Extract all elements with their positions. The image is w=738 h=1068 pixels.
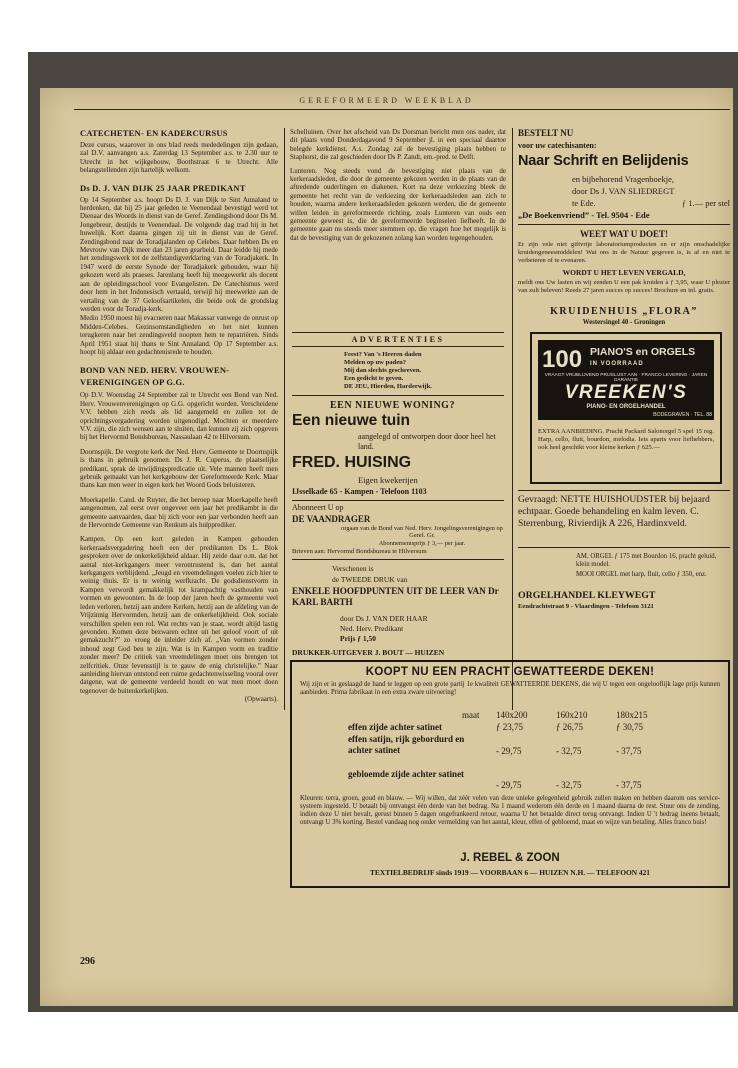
ad-address: Eendrachtstraat 9 - Vlaardingen - Telefoon 3121	[518, 603, 654, 610]
ad-text: voor uw catechisanten:	[518, 141, 597, 150]
rule	[292, 395, 504, 396]
price-cell: - 37,75	[616, 746, 642, 756]
price-cell: ƒ 23,75	[496, 722, 523, 732]
masthead: GEREFORMEERD WEEKBLAD	[299, 96, 474, 105]
ad-line: Mij dan slechts geschreven.	[344, 367, 422, 374]
ad-title: DE VAANDRAGER	[292, 514, 371, 524]
ad-text: Abonneert U op	[292, 503, 344, 512]
ad-address: „De Boekenvriend” - Tel. 9504 - Ede	[518, 210, 650, 220]
ad-line: Ned. Herv. Predikant	[340, 624, 404, 633]
rule	[292, 500, 504, 501]
ad-line: Melden op uw paden?	[344, 359, 407, 366]
price-cell: - 32,75	[556, 746, 582, 756]
column-1	[80, 128, 278, 704]
column-divider	[512, 128, 513, 710]
ad-title: Naar Schrift en Belijdenis	[518, 153, 689, 169]
article-title: BOND VAN NED. HERV. VROUWEN-VERENIGINGEN OP G.G.	[80, 365, 230, 388]
ad-line: Feest? Van 's Heeren daden	[344, 351, 422, 358]
ad-text: en bijbehorend Vragenboekje,	[572, 174, 675, 184]
ad-text	[340, 614, 504, 644]
column-2	[290, 128, 506, 242]
size-header: 140x200	[496, 710, 528, 720]
blanket-company: J. REBEL & ZOON	[460, 852, 560, 864]
ad-line: Abonnementsprijs ƒ 3,— per jaar.	[378, 539, 466, 547]
ad-line: Een gedicht te geven.	[344, 375, 404, 382]
piano-stock: IN VOORRAAD	[590, 361, 644, 367]
article-text: Op D.V. Woensdag 24 September zal te Utrecht een Bond van Ned. Herv. Vrouwenverenigingen op G.G. opgericht worden. Verscheidene V.V. hebben zich reeds als lid aangemeld en zullen tot de oprichtingsvergadering worden uitgenodigd. Mochten er meerdere V.V. zijn, die zich wensen aan te sluiten, dan kunnen zij zich opgeven bij het Hervormd Bondsbureau, Nassaulaan 42 te Hilversum.	[80, 391, 278, 442]
ad-text: Eigen kwekerijen	[358, 475, 418, 485]
blanket-intro: Wij zijn er in geslaagd de hand te leggen op een grote partij 1e kwaliteit GEWATTEERDE DEKENS, die wij U tegen een ongelooflijk lage prijs kunnen aanbieden. Prima fabrikaat in een extra zware uitvoering!	[300, 681, 720, 696]
rule	[292, 346, 504, 347]
size-header: 180x215	[616, 710, 648, 720]
ad-text	[340, 525, 504, 547]
article-text: Doornspijk. De vergrote kerk der Ned. Herv. Gemeente te Doornspijk is thans in gebruik genomen. Ds J. R. Cuperus, de plaatselijke predikant, sprak de inwijdingspredicatie uit. Vele mannen heeft men gebruik gemaakt van het kerkgebouw der Gereformeerde Kerk. Maar thans kan men weer in eigen kerk het Woord Gods beluisteren.	[80, 447, 278, 490]
blanket-row-label: effen satijn, rijk gebordurd en achter satinet	[348, 734, 465, 755]
ad-heading: BESTELT NU	[518, 128, 574, 138]
ad-title: ENKELE HOOFDPUNTEN UIT DE LEER VAN Dr KARL BARTH	[292, 586, 499, 607]
price-cell: ƒ 30,75	[616, 722, 643, 732]
ad-heading: WORDT U HET LEVEN VERGALD,	[562, 268, 686, 277]
page-number: 296	[80, 956, 95, 967]
ad-heading: WEET WAT U DOET!	[579, 229, 669, 239]
blanket-ad	[290, 660, 730, 888]
piano-sub: VRAAGT VRIJBLIJVEND PRIJSLIJST AAN · FRANCO LEVERING · JAREN GARANTIE	[544, 373, 708, 383]
article-source: (Opwaarts).	[244, 695, 278, 704]
ad-address: IJsselkade 65 - Kampen - Telefoon 1103	[292, 487, 427, 496]
article-title: CATECHETEN- EN KADERCURSUS	[80, 128, 228, 138]
price-cell: - 37,75	[616, 780, 642, 790]
piano-brand: VREEKEN'S	[564, 382, 688, 403]
blanket-title: KOOPT NU EEN PRACHT GEWATTEERDE DEKEN!	[365, 666, 655, 678]
article-text: Medio 1950 moest hij evacueren naar Makassar vanwege de onrust op Midden-Celebes. Gezinsomstandigheden en het niet kunnen terugkeren naar het zendingsveld noopten hem te repatriëren. Sinds April 1951 staat hij thans te Sint Annaland. Op 17 September a.s. hoopt hij aldaar een gedachtenisrede te houden.	[80, 314, 278, 356]
rule	[518, 547, 730, 548]
size-header: maat	[462, 710, 480, 720]
price-cell: ƒ 26,75	[556, 722, 583, 732]
ad-text: te Ede.	[572, 198, 596, 208]
blanket-footer: TEXTIELBEDRIJF sinds 1919 — VOORBAAN 6 — HUIZEN N.H. — TELEFOON 421	[370, 868, 650, 877]
ad-price: ƒ 1.— per stel	[681, 198, 730, 208]
ad-text: AM. ORGEL ƒ 175 met Bourdon 16, pracht geluid, klein model.	[576, 553, 717, 568]
piano-banner	[538, 340, 714, 420]
article-text: Deze cursus, waarover in ons blad reeds mededelingen zijn gedaan, zal D.V. aanvangen a.s. Zaterdag 13 September a.s. te 2.30 uur te Utrecht in het wijkgebouw, Boothstraat 6 te Utrecht. Alle belangstellenden zijn hartelijk welkom.	[80, 141, 278, 175]
ad-poem	[344, 351, 504, 391]
rule	[518, 224, 730, 225]
ad-text: Verschenen is	[332, 564, 374, 573]
ad-text: MOOI ORGEL met harp, fluit, cello ƒ 350, enz.	[576, 571, 707, 578]
piano-number: 100	[542, 346, 583, 373]
ad-text: EXTRA AANBIEDING. Pracht Packard Salonorgel 5 spel 15 reg. Harp, cello, fluit, bourdon, melodia. Iets aparts voor liefhebbers, ook heel geschikt voor kleine kerken ƒ 625.—	[538, 428, 714, 451]
article-text: Schelluinen. Over het afscheid van Ds Dorsman bericht men ons nader, dat dit plaats vond Donderdagavond 9 September jl. in een speciaal daartoe belegde kerkdienst. A.s. Zondag zal de bevestiging plaats hebben te Staphorst, die zal geschieden door Ds P. Zandt, em.-pred. te Delft.	[290, 128, 506, 162]
advertenties-header: ADVERTENTIES	[351, 335, 445, 344]
price-cell: - 29,75	[496, 746, 522, 756]
piano-tag: PIANO'S en ORGELS	[590, 346, 696, 358]
article-text: Lunteren. Nog steeds vond de bevestiging niet plaats van de kerkeraadsleden, die door de gemeente gekozen werden in de plaats van de aftredende ouderlingen en diakenen. Kort na deze verkiezing bleek de gemeente het recht van de verkiezing der kerkeraadsleden aan zich te houden, waarna andere kerkeraadsleden gekozen werden, die de gemeente willen leiden in gereformeerde richting, zoals Lunteren van ouds een gemeente geweest is, die de gereformeerde beginselen liefheeft. In de gemeente gaan nu steeds meer stemmen op, die vragen hoe het mogelijk is dat de bevestiging van de gekozenen zolang kan worden tegengehouden.	[290, 166, 506, 242]
ad-line: Prijs ƒ 1,50	[340, 634, 377, 643]
piano-city: BODEGRAVEN · TEL. 88	[653, 412, 712, 418]
rule	[292, 559, 504, 560]
ad-line: DE JEU, Hierden, Harderwijk.	[344, 383, 432, 390]
masthead-rule	[74, 109, 730, 110]
ad-text: de TWEEDE DRUK van	[332, 575, 408, 584]
rule	[292, 332, 504, 333]
ad-text: door Ds J. VAN SLIEDREGT	[572, 186, 675, 196]
ad-text: aangelegd of ontworpen door door heel het land.	[358, 432, 496, 451]
ad-heading: EEN NIEUWE WONING?	[330, 400, 455, 411]
piano-ad	[530, 332, 722, 484]
price-cell: - 32,75	[556, 780, 582, 790]
ad-title: Een nieuwe tuin	[292, 412, 410, 429]
ad-address: Brieven aan: Hervormd Bondsbureau te Hilversum	[292, 548, 427, 555]
ad-line: orgaan van de Bond van Ned. Herv. Jongelingsverenigingen op Geref. Gr.	[341, 525, 503, 540]
ad-address: Westersingel 40 - Groningen	[582, 319, 666, 326]
ad-company: ORGELHANDEL KLEYWEGT	[518, 590, 656, 601]
rule	[518, 490, 730, 491]
column-divider	[284, 128, 285, 710]
article-title: Ds D. J. VAN DIJK 25 JAAR PREDIKANT	[80, 182, 246, 193]
piano-brand-sub: PIANO- EN ORGELHANDEL	[586, 404, 666, 410]
ad-line: door Ds J. VAN DER HAAR	[340, 614, 428, 623]
blanket-text: Kleuren: terra, groen, goud en blauw. — Wij willen, dat zéér velen van deze unieke gelegenheid gebruik zullen maken en hebben daarom ons service-systeem ingesteld. U betaalt bij ontvangst één derde van het bedrag. Na 1 maand wederom één derde en 1 maand daarna de rest. Stuur ons de zending, indien deze U niet bevalt, gerust binnen 5 dagen ongefrankeerd retour, waarna U het betaalde direct terug ontvangt. Indien U 't bedrag ineens betaalt, ontvangt U 3% korting. Bestel vandaag nog onder vermelding van het aantal, kleur, effen of gebloemd, maat en wijze van betaling. Alles franco huis!	[300, 795, 720, 826]
ad-text: meldt ons Uw lasten en wij zenden U een pak kruiden à ƒ 3,95, waar U plezier van zult beleven! Reeds 27 jaren succes op succes! Brochure en inl. gratis.	[518, 279, 730, 294]
blanket-row-label: effen zijde achter satinet	[348, 722, 443, 732]
ad-text: Er zijn vele niet giftvrije laboratoriumproducten en er zijn onschadelijke kruidengeneesmiddelen! Wat ons in de Natuur gegeven is, is af en niet te verbeteren of te evenaren.	[518, 241, 730, 264]
newspaper-page	[40, 88, 733, 1006]
size-header: 160x210	[556, 710, 588, 720]
ad-company: KRUIDENHUIS „FLORA”	[550, 306, 698, 317]
ad-publisher: DRUKKER-UITGEVER J. BOUT — HUIZEN	[292, 648, 445, 657]
price-cell: - 29,75	[496, 780, 522, 790]
blanket-row-label: gebloemde zijde achter satinet	[348, 769, 465, 779]
ad-company: FRED. HUISING	[292, 454, 412, 471]
article-text: Kampen. Op een kort geleden in Kampen gehouden kerkeraadsvergadering heeft een der predikanten Ds L. Blok gesproken over de onkerkelijkheid aldaar. Hij zeide daar o.m. dat het aantal niet-kerkgangers meer verontrustend is, dan het aantal kerkgangers verblijdend. „Jeugd en vreemdelingen voelen zich hier te weinig thuis. Er is te weinig werfkracht. De godsdienstvorm in Kampen verwordt gemakkelijk tot krampachtig vasthouden van vormen en gewoonten. In de loop der jaren heeft de gemeente veel leden verloren, hetzij aan andere Kerken, hetzij aan de afdeling van de Vrijzinnig Hervormden, hetzij aan de onkerkelijkheid. Ook sociale verschillen spelen een rol. Wat rechts van je staat, wordt altijd lastig gevonden. Komen deze bezwaren echter uit het geloof voort of uit gemakzucht?” zo vroeg de inleider zich af. „Van vormen zonder inhoud zegt God beu te zijn. Wat is in Kampen vorm en traditie zonder meer? De critiek van vreemdelingen moet ons brengen tot zelfcritiek. Onze levensstijl is te gauw de enig christelijke.” Naar aanleiding hiervan ontstond een ruime gedachtenwisseling vooral over datgene, wat de gemeente verdeeld houdt en wat men moet doen tegenover de buitenkerkelijken.	[80, 535, 278, 695]
article-text: Op 14 September a.s. hoopt Ds D. J. van Dijk te Sint Annaland te herdenken, dat hij 25 jaar geleden te Veenendaal bevestigd werd tot Dienaar des Woords in dienst van de Geref. Zendingsbond door Ds M. Jongebreur, destijds te Veenendaal. De volgende dag trad hij in het huwelijk. Kort daarna gingen zij uit in dienst van de Geref. Zendingsbond naar de Toradjalanden op Celebes. Daar hebben Ds en Mevrouw van Dijk meer dan 23 jaren gearbeid. Daar leidde hij mede het zendingswerk tot de zelfstandigverklaring van de Toradjakerk. In 1947 werd de eerste Synode der Toradjakerk gehouden, waar hij gekozen werd als praeses. Jarenlang heeft hij meegewerkt als docent aan de opleidingsschool voor Evangelisten. De Catechismus werd door hem in het Indonesisch vertaald, terwijl hij meewerkte aan de vertaling van de 37 Geloofsartikelen, die beide ook de grondslag werden voor de Toradja-kerk.	[80, 195, 278, 313]
ad-text: Gevraagd: NETTE HUISHOUDSTER bij bejaard echtpaar. Goede behandeling en kalm leven. C. Sterrenburg, Rivierdijk A 226, Hardinxveld.	[518, 494, 710, 529]
article-text: Moerkapelle. Cand. de Ruyter, die het beroep naar Moerkapelle heeft aangenomen, zal eerst over ongeveer een jaar het predikambt in die gemeente aanvaarden, daar hij zich voor een jaar verbonden heeft aan de Hervormde Gemeente van Renkum als hulpprediker.	[80, 495, 278, 530]
